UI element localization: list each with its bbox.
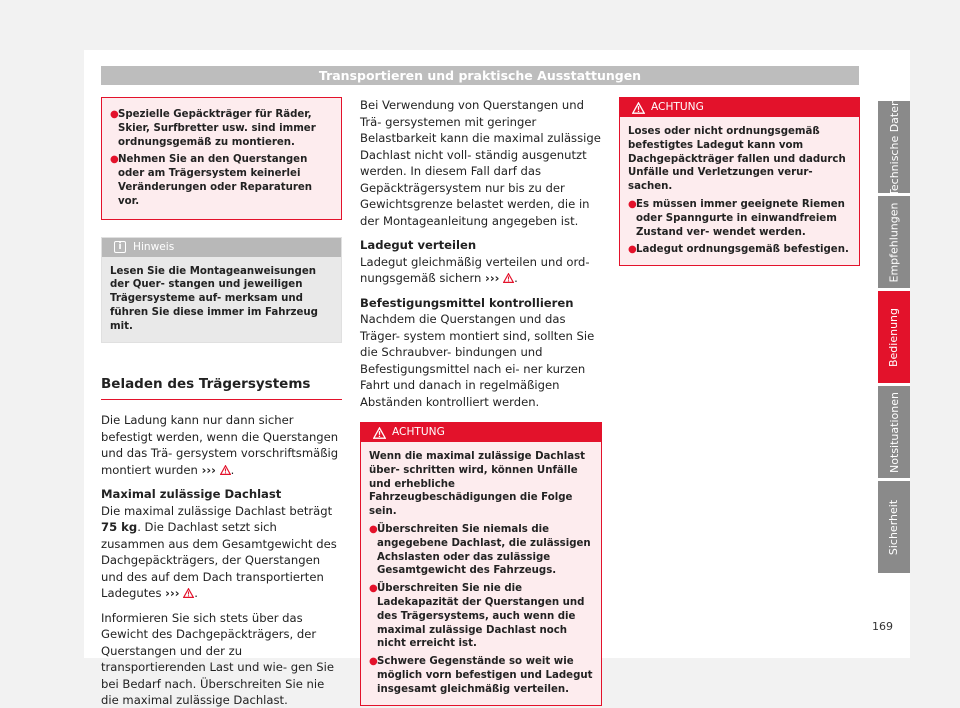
column-3 <box>619 97 860 266</box>
tab-sicherheit[interactable]: Sicherheit <box>878 481 910 573</box>
chapter-tabs <box>878 98 910 576</box>
tab-empfehlungen[interactable]: Empfehlungen <box>878 196 910 288</box>
subheading: Maximal zulässige Dachlast <box>101 487 282 502</box>
warning-triangle-icon <box>183 588 194 598</box>
section-title: Beladen des Trägersystems <box>101 376 342 401</box>
warning-item: ● Schwere Gegenstände so weit wie möglich vorn befestigen und Ladegut insgesamt gleichmäßig verteilen. <box>369 656 593 695</box>
tab-notsituationen[interactable]: Notsituationen <box>878 386 910 478</box>
paragraph: Bei Verwendung von Querstangen und Trä- gersystemen mit geringer Belastbarkeit kann die maximal zulässige Dachlast nicht voll- ständig ausgenutzt werden. In diesem Fall darf das Gepäckträgersystem nur bis zu der Gewichtsgrenze belastet werden, die in der Montageanleitung angegeben ist. <box>360 98 601 228</box>
warning-item: ● Überschreiten Sie nie die Ladekapazität der Querstangen und des Trägersystems, auch wenn die maximal zulässige Dachlast noch nicht erreicht ist. <box>369 583 585 650</box>
warning-triangle-icon <box>373 427 386 439</box>
warning-triangle-icon <box>503 273 514 283</box>
cross-ref-arrows[interactable]: ››› <box>485 271 500 285</box>
warning-triangle-icon <box>632 102 645 114</box>
warning-box <box>360 422 602 706</box>
tab-technische-daten[interactable]: Technische Daten <box>878 101 910 193</box>
paragraph: Nachdem die Querstangen und das Träger- system montiert sind, sollten Sie die Schraubver- bindungen und Befestigungsmittel nach ei- ner kurzen Fahrt und danach in regelmäßigen Abständen kontrolliert werden. <box>360 312 595 409</box>
warning-item: ● Nehmen Sie an den Querstangen oder am Trägersystem keinerlei Veränderungen oder Reparaturen vor. <box>110 154 313 207</box>
tab-bedienung[interactable]: Bedienung <box>878 291 910 383</box>
warning-item: ● Spezielle Gepäckträger für Räder, Skier, Surfbretter usw. sind immer ordnungsgemäß zu montieren. <box>110 109 316 148</box>
warning-item: ● Es müssen immer geeignete Riemen oder Spanngurte in einwandfreiem Zustand ver- wendet werden. <box>628 198 845 238</box>
column-2 <box>360 97 602 706</box>
warning-intro: Loses oder nicht ordnungsgemäß befestigtes Ladegut kann vom Dachgepäckträger fallen und dadurch Unfälle und Verletzungen verur- sachen. <box>628 126 846 193</box>
subheading: Befestigungsmittel kontrollieren <box>360 295 574 310</box>
warning-triangle-icon <box>220 465 231 475</box>
hint-text: Lesen Sie die Montageanweisungen der Quer- stangen und jeweiligen Trägersysteme auf- merksam und führen Sie diese immer im Fahrzeug mit. <box>110 265 318 332</box>
paragraph: Informieren Sie sich stets über das Gewicht des Dachgepäckträgers, der Querstangen und der zu transportierenden Last und wie- gen Sie bei Bedarf nach. Überschreiten Sie nie die maximal zulässige Dachlast. <box>101 610 334 708</box>
warning-box <box>619 97 860 266</box>
warning-header: ACHTUNG <box>361 423 601 442</box>
warning-item: ● Überschreiten Sie niemals die angegebene Dachlast, die zulässigen Achslasten oder das zulässige Gesamtgewicht des Fahrzeugs. <box>369 523 591 577</box>
column-1 <box>101 97 342 708</box>
warning-box-top <box>101 97 342 220</box>
paragraph: Die maximal zulässige Dachlast beträgt 75 kg. Die Dachlast setzt sich zusammen aus dem Gesamtgewicht des Dachgepäckträgers, der Querstangen und des auf dem Dach transportierten Ladegutes ››› . <box>101 503 337 601</box>
cross-ref-arrows[interactable]: ››› <box>165 586 180 601</box>
hint-box <box>101 237 342 343</box>
hint-header: i Hinweis <box>102 238 341 257</box>
subheading: Ladegut verteilen <box>360 238 477 252</box>
paragraph: Ladegut gleichmäßig verteilen und ord- nungsgemäß sichern ››› . <box>360 254 590 285</box>
page-number: 169 <box>872 620 893 633</box>
warning-item: ● Ladegut ordnungsgemäß befestigen. <box>628 244 849 256</box>
page-header: Transportieren und praktische Ausstattungen <box>101 66 859 85</box>
warning-header: ACHTUNG <box>620 98 859 117</box>
info-icon: i <box>114 241 126 253</box>
warning-intro: Wenn die maximal zulässige Dachlast über- schritten wird, können Unfälle und erhebliche Fahrzeugbeschädigungen die Folge sein. <box>369 451 585 518</box>
cross-ref-arrows[interactable]: ››› <box>201 462 216 477</box>
paragraph: Die Ladung kann nur dann sicher befestigt werden, wenn die Querstangen und das Trä- gersystem vorschriftsmäßig montiert wurden ››› . <box>101 413 339 477</box>
